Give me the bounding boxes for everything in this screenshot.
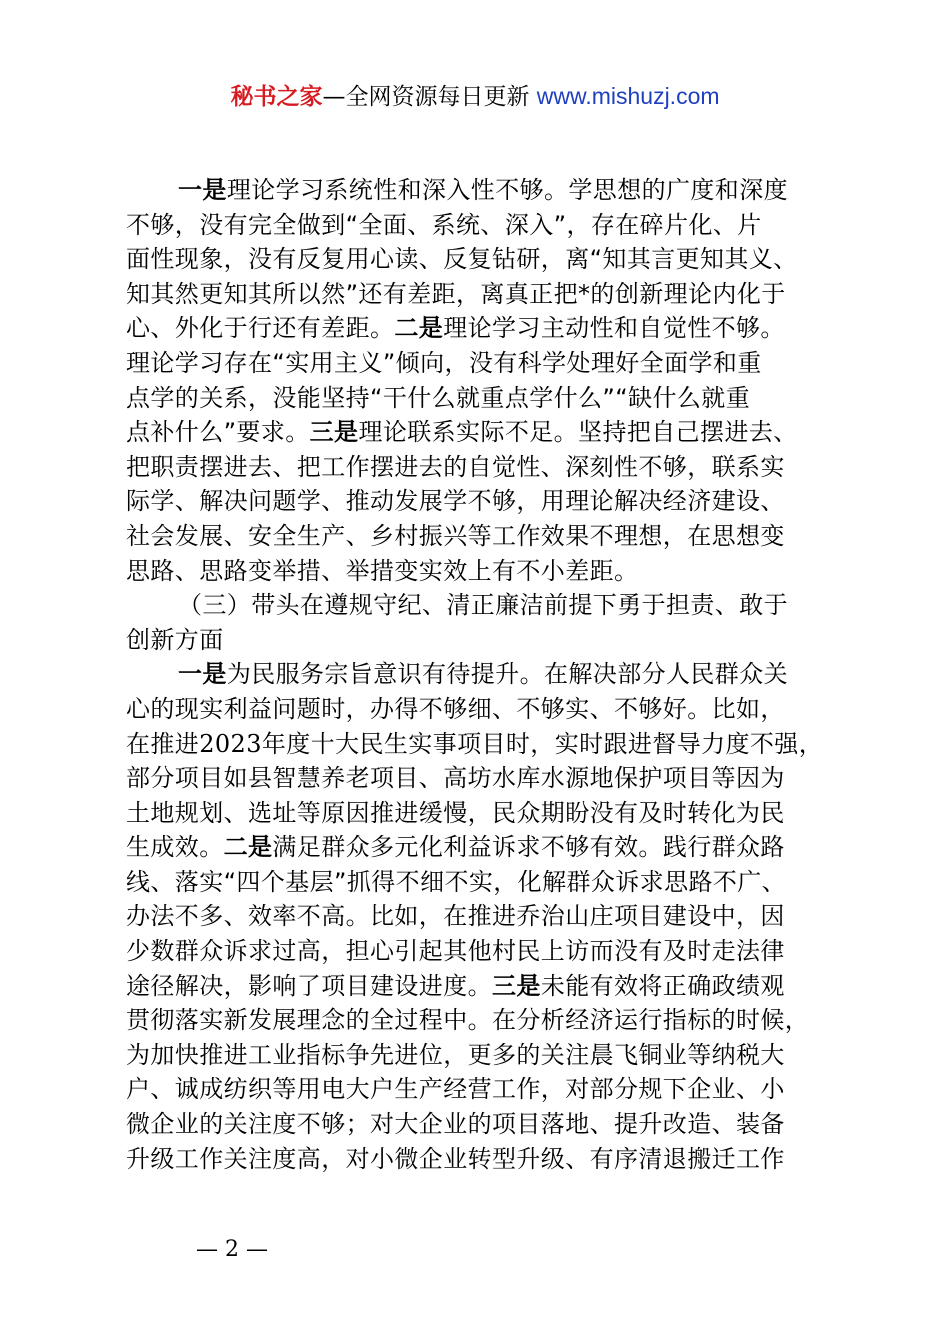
text-line: 为加快推进工业指标争先进位，更多的关注晨飞铜业等纳税大 [126, 1040, 785, 1069]
text-line: 线、落实“四个基层”抓得不细不实，化解群众诉求思路不广、 [126, 867, 787, 896]
site-brand: 秘书之家 [230, 84, 323, 110]
text-line: 点补什么”要求。三是理论联系实际不足。坚持把自己摆进去、 [126, 418, 798, 447]
text-line: 知其然更知其所以然”还有差距，离真正把*的创新理论内化于 [126, 279, 786, 308]
section-heading: （三）带头在遵规守纪、清正廉洁前提下勇于担责、敢于 [178, 591, 788, 620]
text-line: 户、诚成纺织等用电大户生产经营工作，对部分规下企业、小 [126, 1075, 785, 1104]
text-line: 一是为民服务宗旨意识有待提升。在解决部分人民群众关 [178, 660, 789, 689]
text-line: 在推进2023年度十大民生实事项目时，实时跟进督导力度不强， [126, 729, 824, 758]
emphasis-label: 三是 [492, 971, 541, 1000]
text-line: 社会发展、安全生产、乡村振兴等工作效果不理想，在思想变 [126, 521, 785, 550]
text-line: 贯彻落实新发展理念的全过程中。在分析经济运行指标的时候， [126, 1006, 810, 1035]
emphasis-label: 三是 [309, 418, 359, 447]
text-line: 不够，没有完全做到“全面、系统、深入”，存在碎片化、片 [126, 210, 762, 239]
text-line: 土地规划、选址等原因推进缓慢，民众期盼没有及时转化为民 [126, 798, 785, 827]
page-number: — 2 — [196, 1237, 268, 1262]
text-line: 途径解决，影响了项目建设进度。三是未能有效将正确政绩观 [126, 971, 785, 1000]
emphasis-label: 一是 [178, 660, 227, 689]
document-body [126, 173, 836, 1176]
year-number: 2023 [199, 729, 262, 758]
emphasis-label: 二是 [223, 833, 273, 862]
text-line: 理论学习存在“实用主义”倾向，没有科学处理好全面学和重 [126, 348, 762, 377]
text-line: 办法不多、效率不高。比如，在推进乔治山庄项目建设中，因 [126, 902, 785, 931]
site-header [0, 80, 950, 113]
text-line: 点学的关系，没能坚持“干什么就重点学什么”“缺什么就重 [126, 383, 751, 412]
section-heading-continued: 创新方面 [126, 625, 224, 654]
text-line: 际学、解决问题学、推动发展学不够，用理论解决经济建设、 [126, 487, 785, 516]
site-url-link[interactable]: www.mishuzj.com [536, 83, 720, 109]
text-line: 部分项目如县智慧养老项目、高坊水库水源地保护项目等因为 [126, 764, 785, 793]
text-line: 一是理论学习系统性和深入性不够。学思想的广度和深度 [178, 176, 789, 204]
emphasis-label: 一是 [178, 176, 227, 204]
emphasis-label: 二是 [394, 314, 444, 343]
text-line: 把职责摆进去、把工作摆进去的自觉性、深刻性不够，联系实 [126, 452, 785, 481]
text-line: 心、外化于行还有差距。二是理论学习主动性和自觉性不够。 [126, 314, 785, 343]
site-tagline: —全网资源每日更新 [322, 84, 530, 110]
text-line: 生成效。二是满足群众多元化利益诉求不够有效。践行群众路 [126, 833, 785, 862]
text-line: 思路、思路变举措、举措变实效上有不小差距。 [126, 556, 639, 585]
text-line: 心的现实利益问题时，办得不够细、不够实、不够好。比如， [126, 694, 785, 723]
text-line: 升级工作关注度高，对小微企业转型升级、有序清退搬迁工作 [126, 1144, 785, 1173]
text-line: 少数群众诉求过高，担心引起其他村民上访而没有及时走法律 [126, 937, 785, 966]
text-line: 微企业的关注度不够；对大企业的项目落地、提升改造、装备 [126, 1110, 785, 1139]
text-line: 面性现象，没有反复用心读、反复钻研，离“知其言更知其义、 [126, 245, 798, 274]
